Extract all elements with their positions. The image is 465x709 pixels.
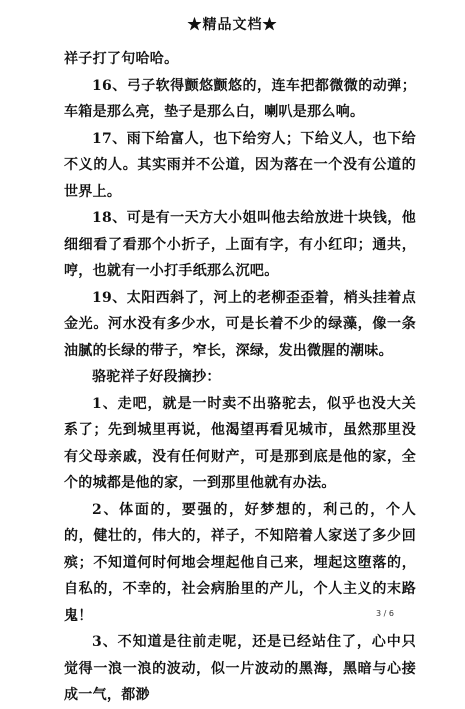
paragraph: 祥子打了句哈哈。 <box>64 51 179 67</box>
paragraph: 16、弓子软得颤悠颤悠的，连车把都微微的动弹；车箱是那么亮，垫子是那么白，喇叭是那么响。 <box>64 77 416 120</box>
paragraph: 19、太阳西斜了，河上的老柳歪歪着，梢头挂着点金光。河水没有多少水，可是长着不少的绿藻，像一条油腻的长绿的带子，窄长，深绿，发出微腥的潮味。 <box>64 289 416 359</box>
paragraph: 3、不知道是往前走呢，还是已经站住了，心中只觉得一浪一浪的波动，似一片波动的黑海，黑暗与心接成一气，都渺 <box>64 634 416 703</box>
paragraph: 2、体面的，要强的，好梦想的，利己的，个人的，健壮的，伟大的，祥子，不知陪着人家送了多少回殡；不知道何时何地会埋起他自己来，埋起这堕落的，自私的，不幸的，社会病胎里的产儿，个人主义的末路鬼！ <box>64 501 416 624</box>
paragraph: 1、走吧，就是一时卖不出骆驼去，似乎也没大关系了；先到城里再说，他渴望再看见城市，虽然那里没有父母亲戚，没有任何财产，可是那到底是他的家，全个的城都是他的家，一到那里他就有办法。 <box>64 395 416 491</box>
paragraph: 18、可是有一天方大小姐叫他去给放进十块钱，他细细看了看那个小折子，上面有字，有小红印；通共，哼，也就有一小打手纸那么沉吧。 <box>64 210 416 279</box>
document-body <box>64 46 416 709</box>
paragraph: 17、雨下给富人，也下给穷人；下给义人，也下给不义的人。其实雨并不公道，因为落在一个没有公道的世界上。 <box>64 130 416 200</box>
section-heading: 骆驼祥子好段摘抄： <box>92 369 221 385</box>
page-number: 3 / 6 <box>376 609 394 618</box>
document-header: ★精品文档★ <box>187 17 278 33</box>
